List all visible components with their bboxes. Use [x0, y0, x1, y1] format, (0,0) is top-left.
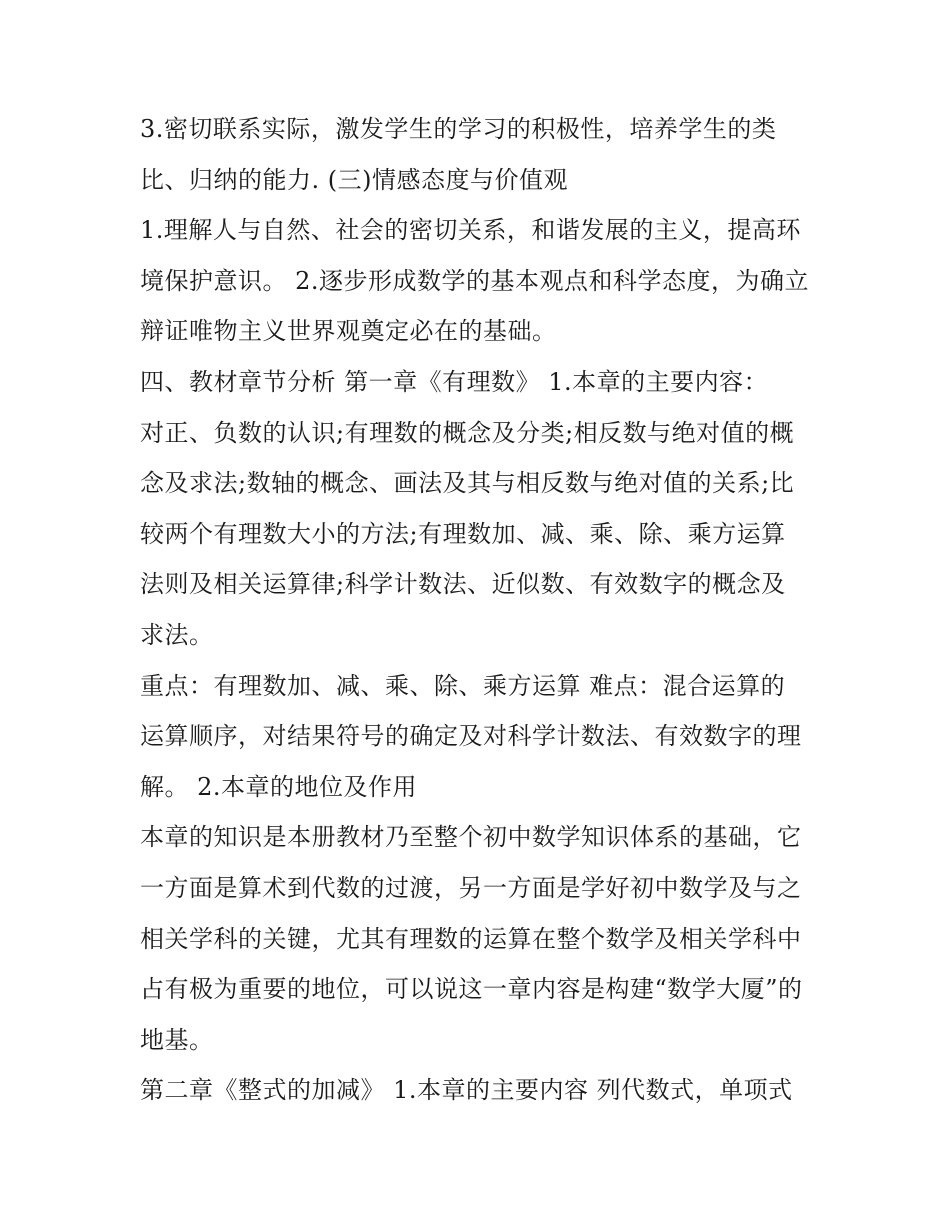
text-line: 本章的知识是本册教材乃至整个初中数学知识体系的基础，它 — [140, 823, 802, 852]
text-line: 1.理解人与自然、社会的密切关系，和谐发展的主义，提高环 — [140, 216, 801, 245]
text-line: 境保护意识。 2.逐步形成数学的基本观点和科学态度，为确立 — [140, 266, 810, 295]
text-line: 比、归纳的能力. (三)情感态度与价值观 — [140, 165, 568, 194]
text-line: 辩证唯物主义世界观奠定必在的基础。 — [140, 317, 557, 346]
text-line: 运算顺序，对结果符号的确定及对科学计数法、有效数字的理 — [140, 722, 802, 751]
text-line: 求法。 — [140, 620, 214, 649]
text-line: 较两个有理数大小的方法;有理数加、减、乘、除、乘方运算 — [140, 519, 786, 548]
text-line: 一方面是算术到代数的过渡，另一方面是学好初中数学及与之 — [140, 873, 802, 902]
document-text — [140, 104, 820, 1116]
text-line: 对正、负数的认识;有理数的概念及分类;相反数与绝对值的概 — [140, 418, 795, 447]
text-line: 地基。 — [140, 1025, 214, 1054]
text-line: 3.密切联系实际，激发学生的学习的积极性，培养学生的类 — [140, 115, 777, 143]
text-line: 第二章《整式的加减》 1.本章的主要内容 列代数式，单项式 — [140, 1076, 793, 1105]
text-line: 占有极为重要的地位，可以说这一章内容是构建“数学大厦”的 — [140, 975, 803, 1004]
text-line: 法则及相关运算律;科学计数法、近似数、有效数字的概念及 — [140, 570, 786, 599]
text-line: 相关学科的关键，尤其有理数的运算在整个数学及相关学科中 — [140, 924, 802, 953]
text-line: 四、教材章节分析 第一章《有理数》 1.本章的主要内容： — [140, 367, 769, 396]
text-line: 解。 2.本章的地位及作用 — [140, 772, 418, 801]
text-line: 重点：有理数加、减、乘、除、乘方运算 难点：混合运算的 — [140, 671, 786, 700]
text-line: 念及求法;数轴的概念、画法及其与相反数与绝对值的关系;比 — [140, 469, 795, 498]
